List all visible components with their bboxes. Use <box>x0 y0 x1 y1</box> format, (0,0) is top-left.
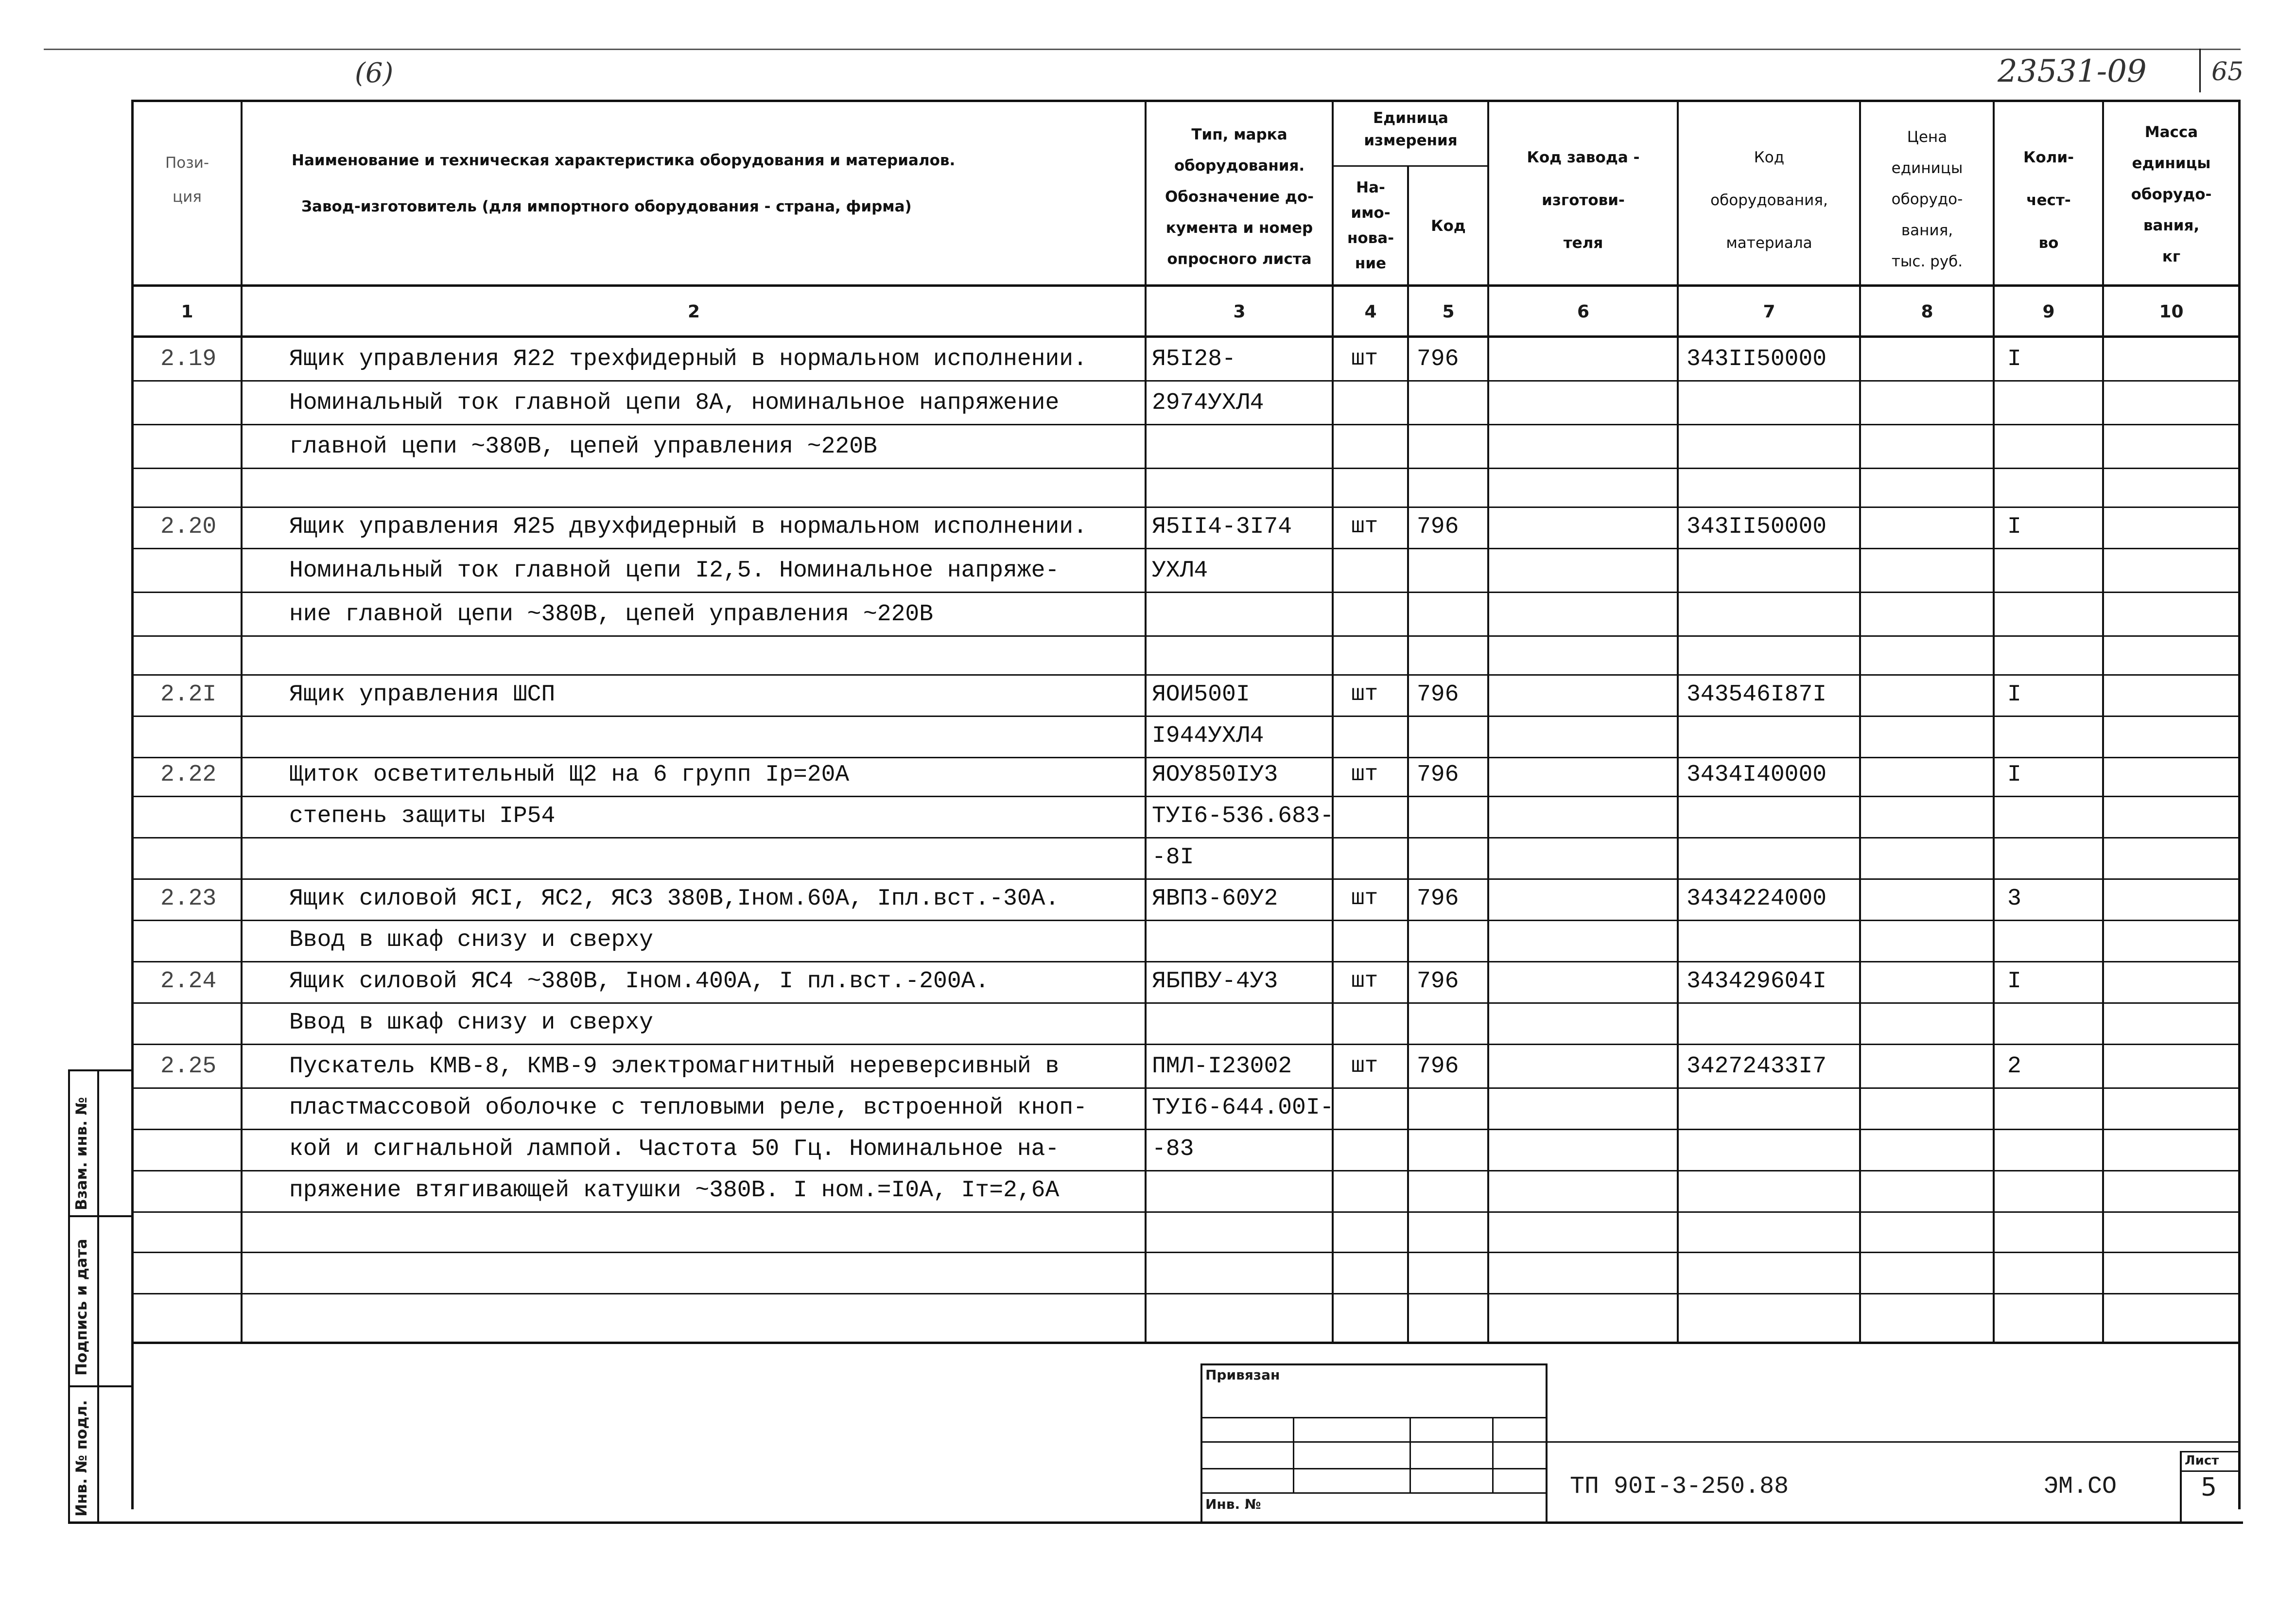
table-cell-unit: шт <box>1351 514 1378 539</box>
table-cell-desc: Ящик управления Я25 двухфидерный в нормальном исполнении. <box>289 514 1087 540</box>
table-cell-unit: шт <box>1351 762 1378 787</box>
tb-v1 <box>1293 1417 1294 1492</box>
side-stamp-frame-top <box>68 1069 134 1071</box>
colnum-9: 9 <box>2042 302 2055 322</box>
table-cell-type: Я5II4-3I74 <box>1152 514 1292 540</box>
header-unit: Единица измерения <box>1364 109 1458 149</box>
table-cell-desc: Пускатель КМВ-8, КМВ-9 электромагнитный нереверсивный в <box>289 1053 1060 1080</box>
tb-right-top <box>1546 1441 2241 1443</box>
row-divider <box>131 1252 2241 1253</box>
row-divider <box>131 424 2241 425</box>
tb-sheet-top <box>2180 1451 2241 1452</box>
tb-v0 <box>1200 1363 1202 1521</box>
header-position: Пози- ция <box>165 154 209 206</box>
row-divider <box>131 1170 2241 1171</box>
tb-v4 <box>1546 1363 1548 1521</box>
row-divider <box>131 1002 2241 1004</box>
tb-doc-code: ТП 90I-3-250.88 <box>1570 1473 1789 1501</box>
page-mark-divider <box>2199 49 2201 92</box>
table-cell-code: 796 <box>1417 968 1459 995</box>
table-cell-mat: 343546I87I <box>1687 681 1827 708</box>
header-maker-code: Код завода - изготови- теля <box>1527 149 1640 252</box>
row-divider <box>131 961 2241 962</box>
table-cell-pos: 2.19 <box>160 346 217 372</box>
page-mark: 65 <box>2211 57 2244 87</box>
tb-sheet-mid <box>2180 1470 2241 1472</box>
table-cell-type: ЯБПВУ-4У3 <box>1152 968 1278 995</box>
colnum-bottom-line <box>131 335 2241 338</box>
colnum-8: 8 <box>1921 302 1933 322</box>
table-cell-pos: 2.23 <box>160 886 217 912</box>
colnum-4: 4 <box>1364 302 1377 322</box>
table-cell-mat: 343II50000 <box>1687 346 1827 372</box>
colnum-7: 7 <box>1763 302 1775 322</box>
table-cell-desc: Ввод в шкаф снизу и сверху <box>289 927 653 953</box>
table-cell-code: 796 <box>1417 346 1459 372</box>
table-cell-code: 796 <box>1417 762 1459 788</box>
header-unit-name: На- имо- нова- ние <box>1347 179 1394 272</box>
row-divider <box>131 1129 2241 1130</box>
table-cell-type: Я5I28- <box>1152 346 1236 372</box>
header-type: Тип, марка оборудования. Обозначение до- кумента и номер опросного листа <box>1165 126 1314 268</box>
table-cell-code: 796 <box>1417 681 1459 708</box>
stamp-sign-date: Подпись и дата <box>73 1239 90 1376</box>
tb-v2 <box>1409 1417 1411 1492</box>
tb-row3 <box>1200 1468 1546 1469</box>
table-cell-type: ТУI6-536.683- <box>1152 803 1334 829</box>
row-divider <box>131 548 2241 549</box>
table-cell-desc: Ящик силовой ЯС4 ~380В, Iном.400А, I пл.вст.-200А. <box>289 968 990 995</box>
table-cell-desc: Ввод в шкаф снизу и сверху <box>289 1010 653 1036</box>
row-divider <box>131 380 2241 382</box>
table-cell-pos: 2.20 <box>160 514 217 540</box>
table-cell-desc: Номинальный ток главной цепи 8А, номинальное напряжение <box>289 390 1060 416</box>
header-qty: Коли- чест- во <box>2023 149 2074 252</box>
table-cell-desc: главной цепи ~380В, цепей управления ~220В <box>289 434 877 460</box>
row-divider <box>131 920 2241 921</box>
row-divider <box>131 716 2241 717</box>
tb-attached: Привязан <box>1205 1367 1280 1383</box>
stamp-inv-orig: Инв. № подл. <box>73 1400 90 1517</box>
table-cell-qty: 2 <box>2007 1053 2021 1080</box>
tb-sheet-no: 5 <box>2201 1473 2217 1502</box>
right-frame <box>2238 100 2241 1509</box>
table-cell-mat: 34272433I7 <box>1687 1053 1827 1080</box>
table-cell-qty: I <box>2007 514 2021 540</box>
table-cell-type: ЯВП3-60У2 <box>1152 886 1278 912</box>
header-bottom-line <box>131 284 2241 287</box>
page-bottom-line <box>68 1521 2243 1524</box>
tb-inv-no: Инв. № <box>1205 1496 1261 1512</box>
row-divider <box>131 878 2241 880</box>
table-cell-type: ПМЛ-I23002 <box>1152 1053 1292 1080</box>
row-divider <box>131 507 2241 508</box>
header-name-line2: Завод-изготовитель (для импортного оборудования - страна, фирма) <box>301 198 912 215</box>
row-divider <box>131 635 2241 637</box>
row-divider <box>131 674 2241 676</box>
table-cell-type: -8I <box>1152 844 1194 871</box>
table-top-line <box>131 100 2241 102</box>
table-cell-mat: 343II50000 <box>1687 514 1827 540</box>
col-line-7 <box>1859 100 1861 1344</box>
table-cell-desc: Ящик управления Я22 трехфидерный в нормальном исполнении. <box>289 346 1087 372</box>
header-price: Цена единицы оборудо- вания, тыс. руб. <box>1891 128 1963 270</box>
table-cell-qty: I <box>2007 762 2021 788</box>
table-cell-qty: I <box>2007 681 2021 708</box>
col-line-1 <box>241 100 243 1344</box>
stamp-inv-vzam: Взам. инв. № <box>73 1097 90 1210</box>
colnum-2: 2 <box>687 302 700 322</box>
table-cell-qty: I <box>2007 968 2021 995</box>
table-cell-type: ТУI6-644.00I- <box>1152 1095 1334 1121</box>
table-cell-pos: 2.2I <box>160 681 217 708</box>
row-divider <box>131 796 2241 797</box>
row-divider <box>131 1087 2241 1089</box>
side-stamp-frame-mid <box>97 1069 99 1521</box>
table-cell-code: 796 <box>1417 886 1459 912</box>
header-mass: Масса единицы оборудо- вания, кг <box>2131 123 2212 265</box>
tb-row4 <box>1200 1492 1546 1494</box>
table-cell-qty: 3 <box>2007 886 2021 912</box>
row-divider <box>131 468 2241 469</box>
table-cell-unit: шт <box>1351 346 1378 371</box>
table-cell-desc: Щиток осветительный Щ2 на 6 групп Iр=20А <box>289 762 850 788</box>
tb-row1 <box>1200 1417 1546 1418</box>
tb-sheet-left <box>2180 1451 2182 1521</box>
header-name-line1: Наименование и техническая характеристика оборудования и материалов. <box>292 152 956 169</box>
header-unit-code: Код <box>1431 217 1466 235</box>
table-cell-type: УХЛ4 <box>1152 558 1208 584</box>
colnum-5: 5 <box>1442 302 1455 322</box>
unit-subheader-line <box>1332 165 1487 167</box>
col-line-2 <box>1145 100 1147 1344</box>
colnum-1: 1 <box>181 302 193 322</box>
row-divider <box>131 837 2241 838</box>
table-cell-mat: 343429604I <box>1687 968 1827 995</box>
header-material-code: Код оборудования, материала <box>1710 149 1828 252</box>
table-cell-qty: I <box>2007 346 2021 372</box>
table-cell-pos: 2.22 <box>160 762 217 788</box>
row-divider <box>131 592 2241 593</box>
table-cell-pos: 2.24 <box>160 968 217 995</box>
table-cell-desc: пряжение втягивающей катушки ~380В. I ном.=I0А, Iт=2,6А <box>289 1177 1060 1204</box>
table-cell-desc: Номинальный ток главной цепи I2,5. Номинальное напряже- <box>289 558 1060 584</box>
tb-v3 <box>1492 1417 1494 1492</box>
table-cell-unit: шт <box>1351 968 1378 994</box>
table-cell-type: -83 <box>1152 1136 1194 1162</box>
table-cell-type: ЯОИ500I <box>1152 681 1250 708</box>
row-divider <box>131 1044 2241 1045</box>
table-cell-desc: Ящик силовой ЯСI, ЯС2, ЯС3 380В,Iном.60А, Iпл.вст.-30А. <box>289 886 1060 912</box>
side-stamp-divider-1 <box>68 1215 134 1217</box>
table-cell-code: 796 <box>1417 514 1459 540</box>
sheet-mark: (6) <box>355 57 394 89</box>
col-line-6 <box>1677 100 1679 1344</box>
tb-top <box>1200 1363 1546 1365</box>
tb-sheet-label: Лист <box>2185 1453 2219 1468</box>
row-divider <box>131 1211 2241 1213</box>
table-cell-type: ЯОУ850IУ3 <box>1152 762 1278 788</box>
table-cell-type: I944УХЛ4 <box>1152 723 1264 749</box>
col-line-9 <box>2102 100 2104 1344</box>
table-cell-unit: шт <box>1351 886 1378 911</box>
side-stamp-frame-left <box>68 1069 70 1521</box>
table-cell-code: 796 <box>1417 1053 1459 1080</box>
row-divider <box>131 757 2241 758</box>
table-cell-mat: 3434I40000 <box>1687 762 1827 788</box>
colnum-10: 10 <box>2159 302 2184 322</box>
table-cell-type: 2974УХЛ4 <box>1152 390 1264 416</box>
table-cell-desc: кой и сигнальной лампой. Частота 50 Гц. Номинальное на- <box>289 1136 1060 1162</box>
tb-row2 <box>1200 1441 1546 1443</box>
table-cell-desc: пластмассовой оболочке с тепловыми реле, встроенной кноп- <box>289 1095 1087 1121</box>
col-line-3 <box>1332 100 1334 1344</box>
table-cell-unit: шт <box>1351 1053 1378 1079</box>
table-cell-desc: степень защиты IP54 <box>289 803 556 829</box>
col-line-8 <box>1993 100 1995 1344</box>
table-bottom-line <box>131 1342 2241 1344</box>
table-cell-unit: шт <box>1351 681 1378 707</box>
col-line-5 <box>1487 100 1489 1344</box>
doc-number: 23531-09 <box>1998 53 2147 89</box>
table-cell-desc: ние главной цепи ~380В, цепей управления ~220В <box>289 601 934 628</box>
top-edge-line <box>44 49 2241 50</box>
colnum-3: 3 <box>1233 302 1246 322</box>
colnum-6: 6 <box>1577 302 1590 322</box>
table-cell-mat: 3434224000 <box>1687 886 1827 912</box>
table-cell-pos: 2.25 <box>160 1053 217 1080</box>
table-cell-desc: Ящик управления ШСП <box>289 681 556 708</box>
side-stamp-divider-2 <box>68 1385 134 1387</box>
col-line-4 <box>1407 165 1409 1344</box>
row-divider <box>131 1293 2241 1294</box>
tb-section: ЭМ.СО <box>2044 1473 2117 1501</box>
